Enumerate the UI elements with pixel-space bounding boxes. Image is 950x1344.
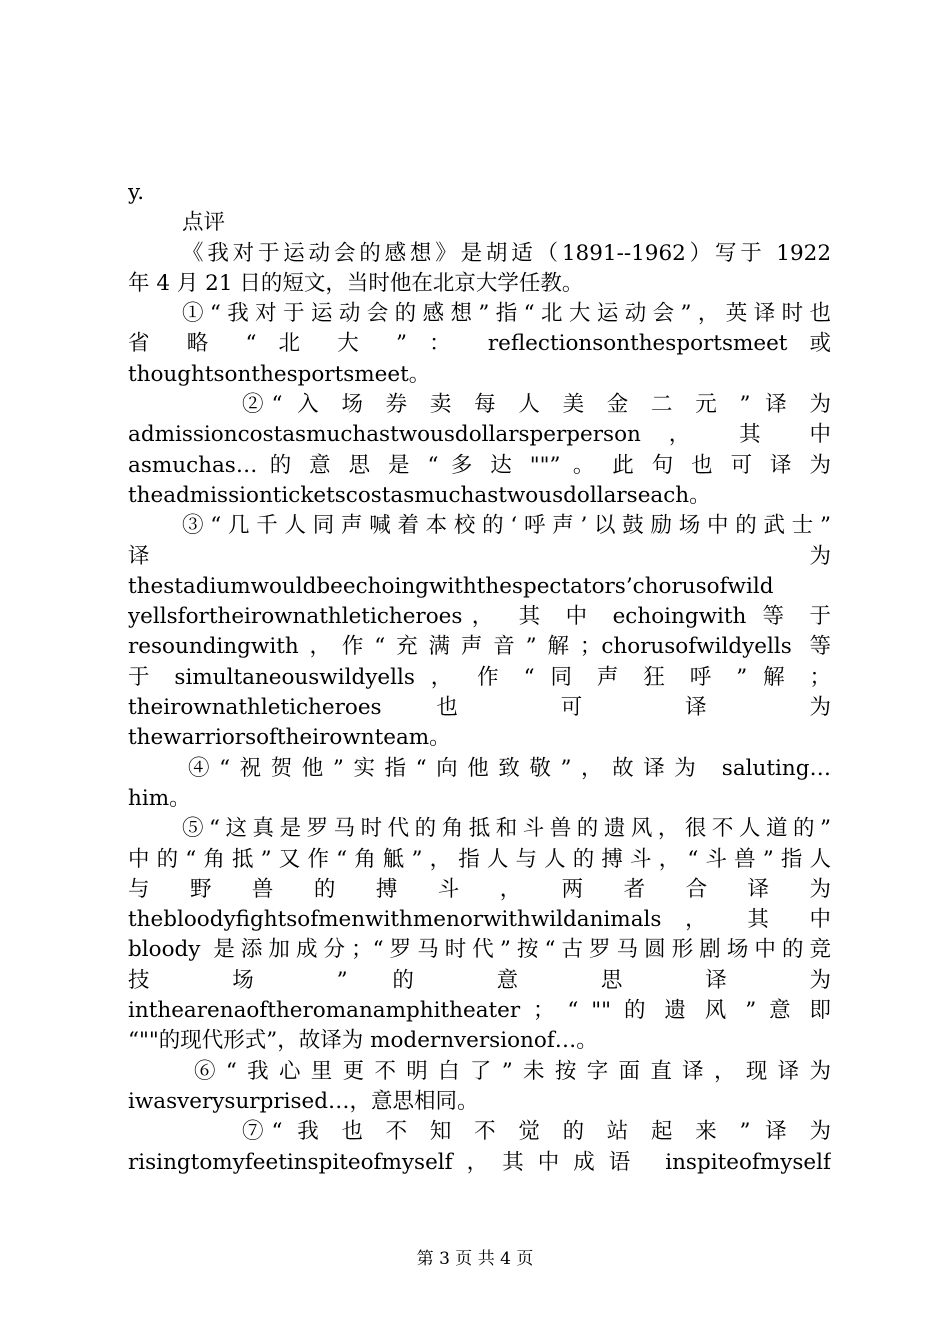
text-line: him。 [128,785,191,811]
text-line: inthearenaoftheromanamphitheater ； “ "" 的 遗 风 ” 意 即 [128,998,831,1024]
text-line: 年 4 月 21 日的短文，当时他在北京大学任教。 [128,270,584,296]
text-line: iwasverysurprised…，意思相同。 [128,1088,479,1114]
text-line: ⑤“这真是罗马时代的角抵和斗兽的遗风，很不人道的” [182,816,831,842]
text-line: ④“祝贺他”实指“向他致敬”，故译为 saluting… [188,755,831,781]
text-line: 于 simultaneouswildyells ， 作 “ 同 声 狂 呼 ” 解 ； [128,664,831,690]
text-line: 《我对于运动会的感想》是胡适（1891--1962）写于 1922 [182,240,831,266]
text-line: thestadiumwouldbeechoingwiththespectators’chorusofwild [128,573,774,599]
text-line: ③“几千人同声喊着本校的‘呼声’以鼓励场中的武士” [182,513,831,539]
document-body [128,178,831,1178]
text-line: 译 为 [128,543,831,569]
text-line: ⑥“我心里更不明白了”未按字面直译，现译为 [194,1058,831,1084]
text-line: asmuchas… 的 意 思 是 “ 多 达 ""” 。 此 句 也 可 译 为 [128,452,831,478]
text-line: thoughtsonthesportsmeet。 [128,361,431,387]
text-line: y. [128,180,145,205]
text-line: thewarriorsoftheirownteam。 [128,725,451,751]
text-line: bloody 是添加成分；“罗马时代”按“古罗马圆形剧场中的竞 [128,937,831,963]
text-line: thebloodyfightsofmenwithmenorwithwildanimals ， 其 中 [128,907,831,933]
page-number-footer: 第 3 页 共 4 页 [416,1249,534,1269]
text-line: ⑦“ 我 也 不 知 不 觉 的 站 起 来 ” 译 为 [242,1119,831,1145]
text-line: 省 略 “ 北 大 ” ： reflectionsonthesportsmeet 或 [128,331,831,357]
text-line: admissioncostasmuchastwousdollarsperperson ， 其 中 [128,422,831,448]
section-heading: 点评 [182,210,226,236]
text-line: 与 野 兽 的 搏 斗 ， 两 者 合 译 为 [128,876,831,902]
text-line: yellsfortheirownathleticheroes， 其 中 echoingwith 等 于 [128,604,831,630]
text-line: resoundingwith，作“充满声音”解；chorusofwildyells 等 [128,634,831,660]
text-line: ①“我对于运动会的感想”指“北大运动会”，英译时也 [182,301,831,327]
text-line: risingtomyfeetinspiteofmyself，其中成语 inspiteofmyself [128,1149,831,1175]
text-line: theadmissionticketscostasmuchastwousdollarseach。 [128,482,711,508]
text-line: 技 场 ” 的 意 思 译 为 [128,967,831,993]
text-line: 中的“角抵”又作“角觝”，指人与人的搏斗，“斗兽”指人 [128,846,831,872]
text-line: “""的现代形式”，故译为 modernversionof…。 [128,1028,598,1054]
text-line: ②“ 入 场 券 卖 每 人 美 金 二 元 ” 译 为 [242,392,831,418]
text-line: theirownathleticheroes 也 可 译 为 [128,695,831,721]
